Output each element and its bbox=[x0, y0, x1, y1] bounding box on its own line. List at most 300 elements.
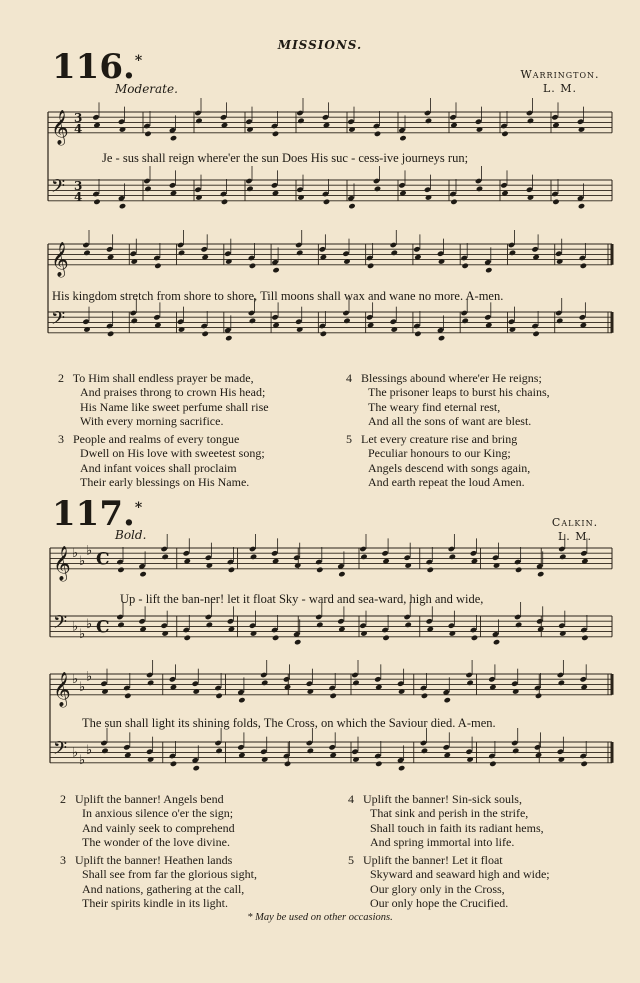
note-head bbox=[460, 310, 467, 316]
note-head bbox=[260, 748, 267, 754]
note-head bbox=[580, 550, 587, 556]
note-head bbox=[143, 123, 150, 129]
note-head bbox=[147, 680, 154, 686]
note-head bbox=[557, 672, 564, 678]
bass-staff bbox=[48, 166, 612, 209]
note-head bbox=[465, 672, 472, 678]
meter-116: L. M. bbox=[542, 81, 578, 95]
note-head bbox=[382, 635, 389, 641]
note-head bbox=[228, 567, 235, 573]
note-head bbox=[316, 622, 323, 628]
note-head bbox=[107, 331, 114, 337]
note-head bbox=[578, 203, 585, 209]
note-head bbox=[215, 693, 222, 699]
note-head bbox=[271, 627, 278, 633]
note-head bbox=[374, 753, 381, 759]
note-head bbox=[316, 567, 323, 573]
note-head bbox=[293, 554, 300, 560]
note-head bbox=[117, 622, 124, 628]
note-head bbox=[514, 614, 521, 620]
note-head bbox=[138, 618, 145, 624]
note-head bbox=[271, 550, 278, 556]
note-head bbox=[123, 685, 130, 691]
flat-sign-icon: ♭ bbox=[79, 680, 86, 695]
note-head bbox=[348, 203, 355, 209]
note-head bbox=[500, 123, 507, 129]
note-head bbox=[272, 131, 279, 137]
flat-sign-icon: ♭ bbox=[72, 672, 79, 688]
flat-sign-icon: ♭ bbox=[72, 745, 79, 761]
note-head bbox=[338, 571, 345, 577]
note-head bbox=[92, 114, 99, 120]
note-head bbox=[296, 110, 303, 116]
note-head bbox=[319, 323, 326, 329]
note-head bbox=[424, 186, 431, 192]
note-head bbox=[201, 331, 208, 337]
bass-clef-icon: 𝄢 bbox=[51, 308, 66, 334]
tune-info-116 bbox=[510, 68, 610, 96]
note-head bbox=[580, 761, 587, 767]
note-head bbox=[534, 685, 541, 691]
note-head bbox=[403, 614, 410, 620]
note-head bbox=[295, 242, 302, 248]
note-head bbox=[488, 676, 495, 682]
note-head bbox=[160, 622, 167, 628]
note-head bbox=[552, 199, 559, 205]
note-head bbox=[426, 618, 433, 624]
time-signature-bottom: 4 bbox=[74, 121, 83, 136]
time-signature-top: 3 bbox=[74, 110, 83, 125]
flat-sign-icon: ♭ bbox=[79, 753, 86, 769]
lyric-line-116-2: His kingdom stretch from shore to shore, Till moons shall wax and wane no more. A-men. bbox=[52, 289, 504, 303]
note-head bbox=[214, 740, 221, 746]
note-head bbox=[283, 676, 290, 682]
note-head bbox=[375, 761, 382, 767]
note-head bbox=[581, 635, 588, 641]
note-head bbox=[511, 680, 518, 686]
note-head bbox=[373, 123, 380, 129]
note-head bbox=[249, 263, 256, 269]
section-title: MISSIONS. bbox=[277, 38, 363, 52]
note-head bbox=[177, 242, 184, 248]
note-head bbox=[343, 318, 350, 324]
note-head bbox=[194, 186, 201, 192]
note-head bbox=[297, 118, 304, 124]
note-head bbox=[184, 635, 191, 641]
note-head bbox=[227, 618, 234, 624]
note-head bbox=[449, 114, 456, 120]
note-head bbox=[178, 250, 185, 256]
note-head bbox=[461, 318, 468, 324]
note-head bbox=[511, 740, 518, 746]
note-head bbox=[144, 131, 151, 137]
note-head bbox=[194, 110, 201, 116]
note-head bbox=[130, 310, 137, 316]
tune-info-117 bbox=[530, 516, 620, 544]
note-head bbox=[328, 744, 335, 750]
hymn-number-116: 116.* bbox=[52, 47, 143, 87]
note-head bbox=[296, 186, 303, 192]
note-head bbox=[195, 118, 202, 124]
note-head bbox=[390, 318, 397, 324]
note-head bbox=[205, 554, 212, 560]
flat-sign-icon: ♭ bbox=[79, 554, 86, 569]
treble-staff bbox=[48, 230, 612, 278]
note-head bbox=[532, 331, 539, 337]
note-head bbox=[177, 318, 184, 324]
note-head bbox=[536, 618, 543, 624]
note-head bbox=[123, 744, 130, 750]
note-head bbox=[476, 186, 483, 192]
note-head bbox=[323, 199, 330, 205]
note-head bbox=[443, 744, 450, 750]
note-head bbox=[193, 765, 200, 771]
footnote: * May be used on other occasions. bbox=[247, 912, 393, 923]
treble-clef-icon: 𝄞 bbox=[53, 671, 71, 707]
verses-left-116 bbox=[58, 371, 269, 489]
note-head bbox=[351, 748, 358, 754]
flat-sign-icon: ♭ bbox=[86, 669, 93, 685]
note-head bbox=[460, 255, 467, 261]
note-head bbox=[535, 693, 542, 699]
note-head bbox=[558, 680, 565, 686]
note-head bbox=[485, 267, 492, 273]
note-head bbox=[558, 622, 565, 628]
time-signature: C bbox=[96, 617, 110, 638]
note-head bbox=[527, 118, 534, 124]
note-head bbox=[329, 693, 336, 699]
note-head bbox=[579, 676, 586, 682]
note-head bbox=[420, 740, 427, 746]
note-head bbox=[249, 546, 256, 552]
note-head bbox=[351, 672, 358, 678]
tune-name-116: Warrington. bbox=[520, 68, 600, 81]
note-head bbox=[306, 680, 313, 686]
note-head bbox=[106, 246, 113, 252]
note-head bbox=[250, 554, 257, 560]
note-head bbox=[116, 614, 123, 620]
flat-sign-icon: ♭ bbox=[72, 546, 79, 562]
music-system-117-1 bbox=[0, 544, 640, 674]
note-head bbox=[221, 199, 228, 205]
note-head bbox=[366, 314, 373, 320]
tune-name-117: Calkin. bbox=[551, 516, 599, 529]
tempo-marking-116: Moderate. bbox=[115, 82, 178, 96]
note-head bbox=[154, 263, 161, 269]
note-head bbox=[153, 314, 160, 320]
verse-117-2: 2 Uplift the banner! Angels bend In anxious silence o'er the sign; And vainly seek to comprehend The wonder of the love divine. bbox=[60, 792, 235, 849]
note-head bbox=[526, 186, 533, 192]
note-head bbox=[315, 614, 322, 620]
note-head bbox=[450, 199, 457, 205]
note-head bbox=[342, 250, 349, 256]
note-head bbox=[93, 199, 100, 205]
note-head bbox=[403, 554, 410, 560]
verses-left-117 bbox=[60, 792, 257, 910]
note-head bbox=[438, 335, 445, 341]
note-head bbox=[116, 559, 123, 565]
note-head bbox=[397, 680, 404, 686]
flat-sign-icon: ♭ bbox=[72, 619, 79, 635]
meter-117: L. M. bbox=[557, 529, 593, 543]
note-head bbox=[580, 263, 587, 269]
verse-116-2: 2 To Him shall endless prayer be made, And praises throng to crown His head; His Name like sweet perfume shall rise With every morning sacrifice. bbox=[58, 371, 269, 428]
note-head bbox=[448, 546, 455, 552]
note-head bbox=[139, 571, 146, 577]
note-head bbox=[390, 242, 397, 248]
verse-117-5: 5 Uplift the banner! Let it float Skyward and seaward high and wide; Our glory only in the Cross, Our only hope the Crucified. bbox=[348, 853, 550, 911]
note-head bbox=[227, 559, 234, 565]
note-head bbox=[515, 567, 522, 573]
note-head bbox=[200, 246, 207, 252]
note-head bbox=[284, 761, 291, 767]
note-head bbox=[119, 203, 126, 209]
note-head bbox=[444, 697, 451, 703]
note-head bbox=[420, 685, 427, 691]
note-head bbox=[144, 186, 151, 192]
note-head bbox=[399, 135, 406, 141]
note-head bbox=[238, 697, 245, 703]
note-head bbox=[449, 191, 456, 197]
note-head bbox=[534, 744, 541, 750]
note-head bbox=[260, 672, 267, 678]
lyric-line-117-2: The sun shall light its shining folds, The Cross, on which the Saviour died. A-men. bbox=[82, 716, 496, 730]
verse-116-4: 4 Blessings abound where'er He reigns; The prisoner leaps to burst his chains, The weary find eternal rest, And all the sons of want are blest. bbox=[346, 371, 550, 428]
note-head bbox=[514, 559, 521, 565]
note-head bbox=[352, 680, 359, 686]
note-head bbox=[374, 131, 381, 137]
note-head bbox=[224, 250, 231, 256]
note-head bbox=[515, 622, 522, 628]
note-head bbox=[245, 118, 252, 124]
note-head bbox=[146, 672, 153, 678]
note-head bbox=[470, 550, 477, 556]
note-head bbox=[192, 680, 199, 686]
note-head bbox=[526, 110, 533, 116]
note-head bbox=[160, 546, 167, 552]
note-head bbox=[83, 250, 90, 256]
note-head bbox=[249, 318, 256, 324]
note-head bbox=[130, 250, 137, 256]
note-head bbox=[398, 182, 405, 188]
note-head bbox=[551, 114, 558, 120]
note-head bbox=[347, 118, 354, 124]
note-head bbox=[319, 246, 326, 252]
note-head bbox=[413, 246, 420, 252]
verses-right-117 bbox=[348, 792, 550, 910]
hymn-number-117: 117.* bbox=[52, 494, 143, 534]
note-head bbox=[374, 186, 381, 192]
note-head bbox=[272, 267, 279, 273]
verse-116-5: 5 Let every creature rise and bring Peculiar honours to our King; Angels descend with songs again, And earth repeat the loud Amen. bbox=[346, 432, 531, 490]
bass-clef-icon: 𝄢 bbox=[53, 612, 68, 638]
note-head bbox=[580, 627, 587, 633]
note-head bbox=[461, 263, 468, 269]
note-head bbox=[500, 182, 507, 188]
note-head bbox=[82, 318, 89, 324]
note-head bbox=[492, 554, 499, 560]
note-head bbox=[322, 114, 329, 120]
time-signature-top: 3 bbox=[74, 178, 83, 193]
note-head bbox=[475, 178, 482, 184]
note-head bbox=[579, 753, 586, 759]
treble-staff bbox=[48, 98, 612, 146]
bass-staff bbox=[48, 298, 612, 341]
note-head bbox=[100, 680, 107, 686]
note-head bbox=[555, 250, 562, 256]
note-head bbox=[169, 676, 176, 682]
treble-clef-icon: 𝄞 bbox=[51, 241, 69, 277]
note-head bbox=[508, 318, 515, 324]
note-head bbox=[414, 331, 421, 337]
note-head bbox=[512, 748, 519, 754]
bass-clef-icon: 𝄢 bbox=[53, 738, 68, 764]
note-head bbox=[413, 323, 420, 329]
note-head bbox=[322, 191, 329, 197]
note-head bbox=[508, 242, 515, 248]
note-head bbox=[559, 554, 566, 560]
note-head bbox=[470, 627, 477, 633]
note-head bbox=[296, 250, 303, 256]
note-head bbox=[295, 318, 302, 324]
note-head bbox=[205, 614, 212, 620]
note-head bbox=[424, 110, 431, 116]
note-head bbox=[367, 263, 374, 269]
note-head bbox=[475, 118, 482, 124]
note-head bbox=[225, 335, 232, 341]
note-head bbox=[315, 559, 322, 565]
note-head bbox=[320, 331, 327, 337]
note-head bbox=[391, 250, 398, 256]
note-head bbox=[169, 182, 176, 188]
note-head bbox=[359, 622, 366, 628]
note-head bbox=[206, 622, 213, 628]
note-head bbox=[183, 550, 190, 556]
note-head bbox=[237, 744, 244, 750]
note-head bbox=[421, 693, 428, 699]
note-head bbox=[271, 123, 278, 129]
flat-sign-icon: ♭ bbox=[86, 742, 93, 758]
note-head bbox=[261, 680, 268, 686]
note-head bbox=[577, 118, 584, 124]
note-head bbox=[531, 246, 538, 252]
note-head bbox=[579, 255, 586, 261]
note-head bbox=[143, 178, 150, 184]
note-head bbox=[551, 191, 558, 197]
note-head bbox=[466, 680, 473, 686]
treble-clef-icon: 𝄞 bbox=[51, 109, 69, 145]
tempo-marking-117: Bold. bbox=[115, 528, 147, 542]
note-head bbox=[374, 676, 381, 682]
note-head bbox=[271, 182, 278, 188]
note-head bbox=[427, 567, 434, 573]
note-head bbox=[484, 314, 491, 320]
note-head bbox=[404, 622, 411, 628]
treble-clef-icon: 𝄞 bbox=[53, 545, 71, 581]
note-head bbox=[359, 546, 366, 552]
note-head bbox=[488, 753, 495, 759]
bass-staff bbox=[50, 728, 612, 771]
note-head bbox=[294, 639, 301, 645]
note-head bbox=[169, 753, 176, 759]
note-head bbox=[381, 627, 388, 633]
note-head bbox=[381, 550, 388, 556]
note-head bbox=[509, 250, 516, 256]
note-head bbox=[373, 178, 380, 184]
note-head bbox=[465, 748, 472, 754]
note-head bbox=[118, 118, 125, 124]
note-head bbox=[421, 748, 428, 754]
note-head bbox=[101, 748, 108, 754]
note-head bbox=[449, 554, 456, 560]
verse-116-3: 3 People and realms of every tongue Dwell on His love with sweetest song; And infant voices shall proclaim Their early blessings on His Name. bbox=[58, 432, 265, 490]
music-system-117-2 bbox=[0, 670, 640, 800]
bass-staff bbox=[50, 602, 612, 645]
note-head bbox=[131, 318, 138, 324]
note-head bbox=[489, 761, 496, 767]
note-head bbox=[248, 310, 255, 316]
note-head bbox=[245, 178, 252, 184]
note-head bbox=[248, 255, 255, 261]
note-head bbox=[215, 748, 222, 754]
flat-sign-icon: ♭ bbox=[86, 616, 93, 632]
note-head bbox=[471, 635, 478, 641]
note-head bbox=[214, 685, 221, 691]
note-head bbox=[398, 765, 405, 771]
note-head bbox=[220, 191, 227, 197]
note-head bbox=[366, 255, 373, 261]
note-head bbox=[92, 191, 99, 197]
time-signature: C bbox=[96, 549, 110, 570]
verses-right-116 bbox=[346, 371, 550, 489]
note-head bbox=[501, 131, 508, 137]
note-head bbox=[307, 748, 314, 754]
note-head bbox=[337, 618, 344, 624]
note-head bbox=[100, 740, 107, 746]
note-head bbox=[579, 314, 586, 320]
verse-117-4: 4 Uplift the banner! Sin-sick souls, That sink and perish in the strife, Shall touch in faith its radiant hems, And spring immortal into life. bbox=[348, 792, 544, 849]
flat-sign-icon: ♭ bbox=[86, 543, 93, 559]
lyric-line-117-1: Up - lift the ban-ner! let it float Sky - ward and sea-ward, high and wide, bbox=[120, 592, 484, 606]
note-head bbox=[557, 748, 564, 754]
note-head bbox=[146, 748, 153, 754]
note-head bbox=[426, 559, 433, 565]
note-head bbox=[272, 635, 279, 641]
note-head bbox=[558, 546, 565, 552]
note-head bbox=[249, 622, 256, 628]
bass-clef-icon: 𝄢 bbox=[51, 176, 66, 202]
time-signature-bottom: 4 bbox=[74, 189, 83, 204]
note-head bbox=[271, 314, 278, 320]
note-head bbox=[425, 118, 432, 124]
note-head bbox=[161, 554, 168, 560]
flat-sign-icon: ♭ bbox=[79, 627, 86, 643]
note-head bbox=[360, 554, 367, 560]
note-head bbox=[153, 255, 160, 261]
note-head bbox=[170, 761, 177, 767]
note-head bbox=[82, 242, 89, 248]
note-head bbox=[170, 135, 177, 141]
note-head bbox=[437, 250, 444, 256]
note-head bbox=[531, 323, 538, 329]
note-head bbox=[448, 622, 455, 628]
note-head bbox=[183, 627, 190, 633]
note-head bbox=[220, 114, 227, 120]
note-head bbox=[556, 318, 563, 324]
lyric-line-116-1: Je - sus shall reign where'er the sun Does His suc - cess-ive journeys run; bbox=[102, 151, 469, 165]
note-head bbox=[493, 639, 500, 645]
note-head bbox=[283, 753, 290, 759]
